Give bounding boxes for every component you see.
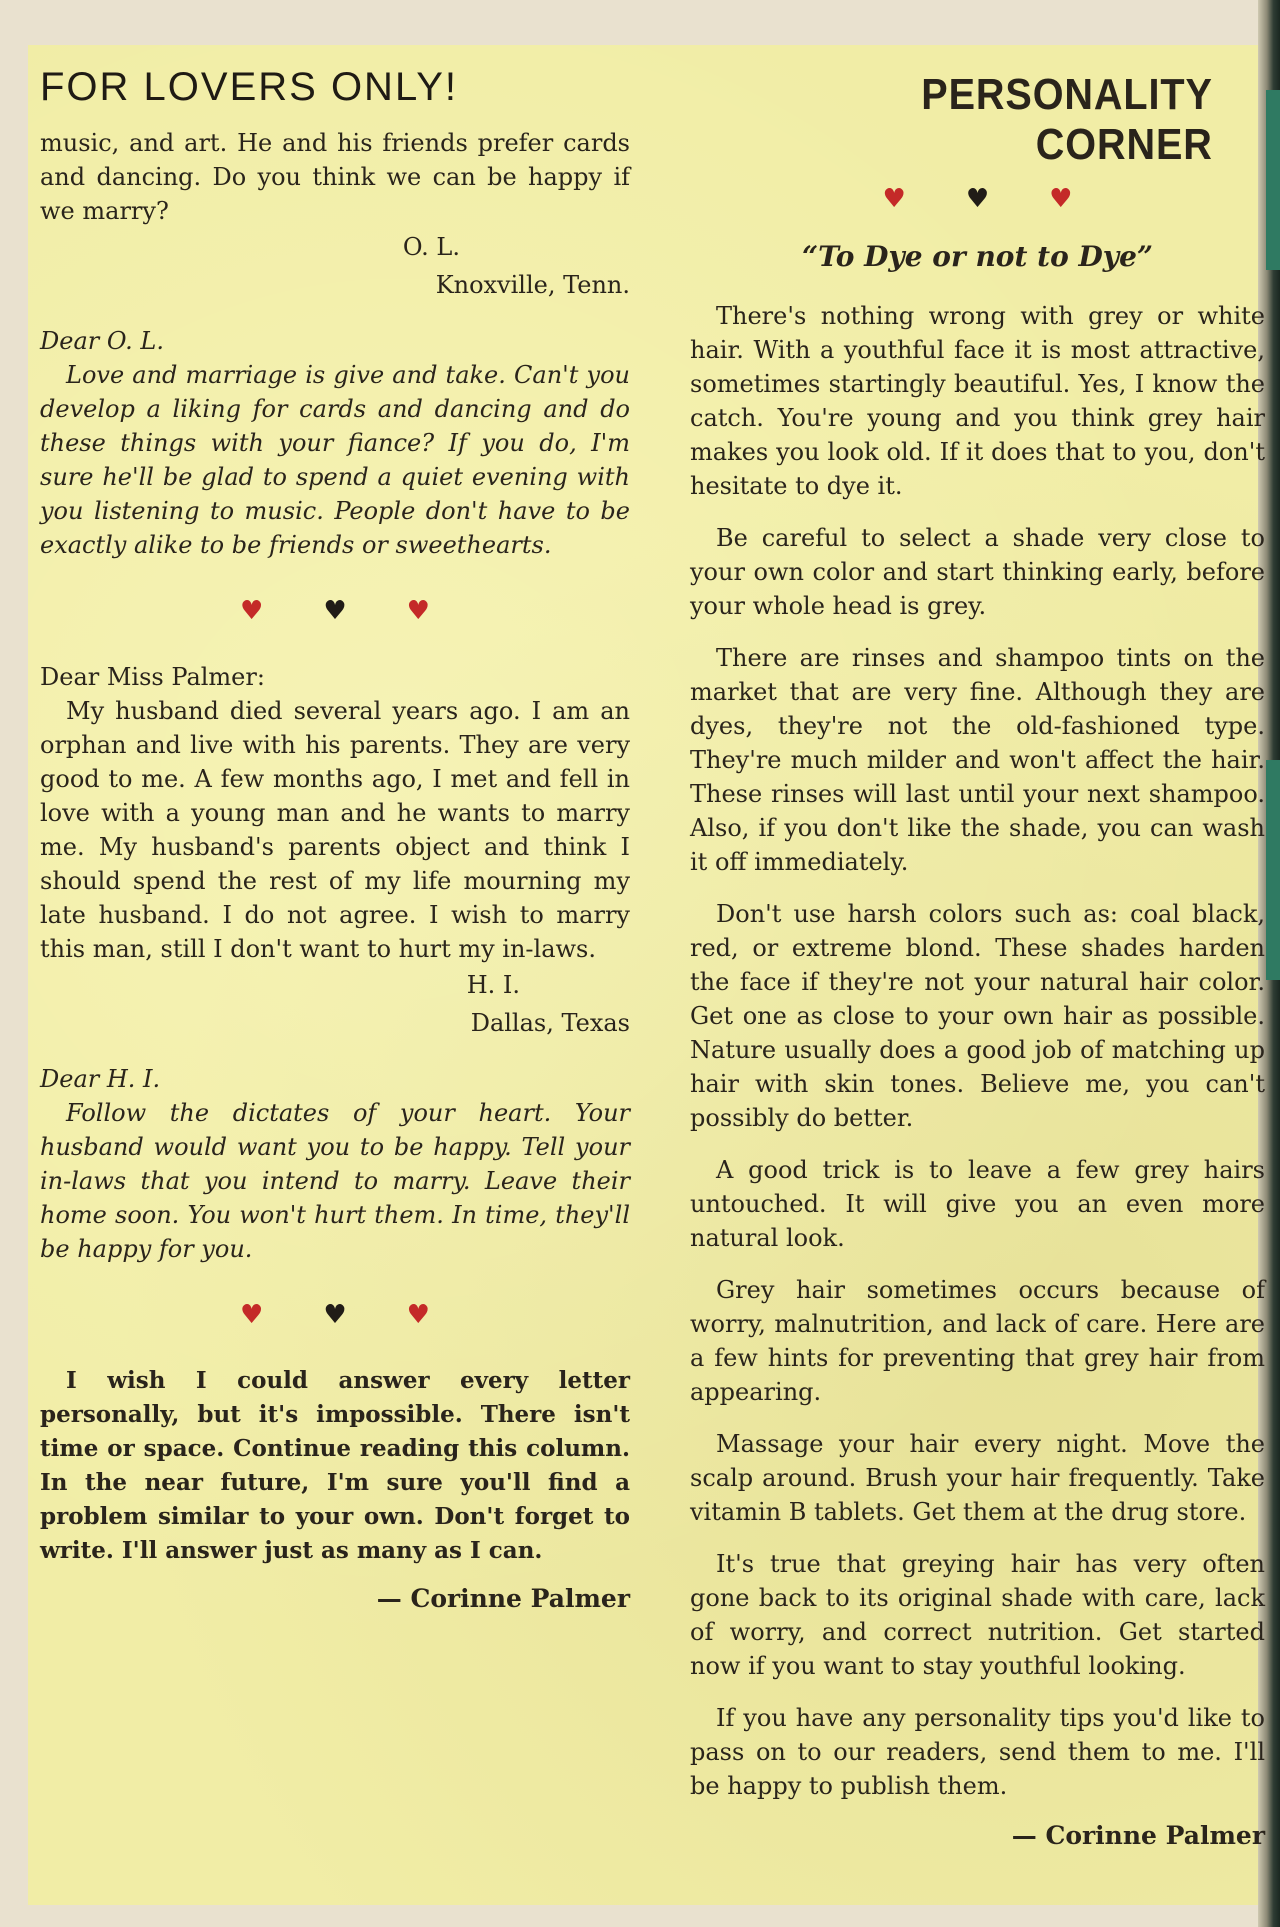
article-paragraph: A good trick is to leave a few grey hairs untouched. It will give you an even more natural look. <box>690 1156 1265 1252</box>
heart-icon: ♥ <box>406 1300 430 1330</box>
article-title: “To Dye or not to Dye” <box>802 240 1153 273</box>
article-paragraph: Be careful to select a shade very close to your own color and start thinking early, before your whole head is grey. <box>690 524 1265 620</box>
heart-icon: ♥ <box>882 184 906 214</box>
letter-initials: O. L. <box>402 233 460 261</box>
heart-icon: ♥ <box>1049 184 1073 214</box>
column-heading-right: PERSONALITY CORNER <box>921 70 1213 169</box>
heart-icon: ♥ <box>240 596 264 626</box>
signature: — Corinne Palmer <box>1011 1821 1265 1850</box>
letter-salutation: Dear Miss Palmer: <box>40 663 265 691</box>
closing-text: I wish I could answer every letter personally, but it's impossible. There isn't time or space. Continue reading this column. In the near future, I'm sure you'll find a problem similar to your own. Don't forget to write. I'll answer just as many as I can. <box>40 1367 630 1564</box>
article-paragraph: It's true that greying hair has very often gone back to its original shade with care, lack of worry, and correct nutrition. Get started now if you want to stay youthful looking. <box>690 1550 1265 1680</box>
letter-place: Dallas, Texas <box>470 1009 630 1037</box>
heart-divider <box>40 1300 630 1330</box>
heart-divider <box>40 596 630 626</box>
article-paragraph: If you have any personality tips you'd like to pass on to our readers, send them to me. I'll be happy to publish them. <box>690 1704 1265 1800</box>
reply-text: Follow the dictates of your heart. Your husband would want you to be happy. Tell your in-laws that you intend to marry. Leave their home soon. You won't hurt them. In time, they'll be happy for you. <box>40 1099 630 1263</box>
letter-place: Knoxville, Tenn. <box>435 271 630 299</box>
heart-icon: ♥ <box>406 596 430 626</box>
letter-initials: H. I. <box>466 971 520 999</box>
article-paragraph: There's nothing wrong with grey or white hair. With a youthful face it is most attractive, sometimes startingly beautiful. Yes, I know the catch. You're young and you think grey hair makes you look old. If it does that to you, don't hesitate to dye it. <box>690 302 1265 500</box>
edge-stripe <box>1266 90 1280 270</box>
letter-text: My husband died several years ago. I am an orphan and live with his parents. They are very good to me. A few months ago, I met and fell in love with a young man and he wants to marry me. My husband's parents object and think I should spend the rest of my life mourning my late husband. I do not agree. I wish to marry this man, still I don't want to hurt my in-laws. <box>40 697 630 963</box>
article-paragraph: Grey hair sometimes occurs because of worry, malnutrition, and lack of care. Here are a few hints for preventing that grey hair from appearing. <box>690 1276 1265 1406</box>
article-paragraph: There are rinses and shampoo tints on the market that are very fine. Although they are dyes, they're not the old-fashioned type. They're much milder and won't affect the hair. These rinses will last until your next shampoo. Also, if you don't like the shade, you can wash it off immediately. <box>690 644 1265 876</box>
reply-text: Love and marriage is give and take. Can't you develop a liking for cards and dancing and do these things with your fiance? If you do, I'm sure he'll be glad to spend a quiet evening with you listening to music. People don't have to be exactly alike to be friends or sweethearts. <box>40 361 630 559</box>
heart-icon: ♥ <box>323 596 347 626</box>
letter-text: music, and art. He and his friends prefer cards and dancing. Do you think we can be happy if we marry? <box>40 129 630 225</box>
heart-divider <box>690 184 1265 214</box>
reply-salutation: Dear H. I. <box>40 1065 161 1093</box>
heart-icon: ♥ <box>965 184 990 214</box>
signature: — Corinne Palmer <box>376 1584 630 1613</box>
heart-icon: ♥ <box>240 1300 264 1330</box>
column-heading-left: FOR LOVERS ONLY! <box>40 65 459 109</box>
article-paragraph: Don't use harsh colors such as: coal black, red, or extreme blond. These shades harden the face if they're not your natural hair color. Get one as close to your own hair as possible. Nature usually does a good job of matching up hair with skin tones. Believe me, you can't possibly do better. <box>690 900 1265 1132</box>
heart-icon: ♥ <box>323 1300 347 1330</box>
reply-salutation: Dear O. L. <box>40 327 164 355</box>
article-paragraph: Massage your hair every night. Move the scalp around. Brush your hair frequently. Take vitamin B tablets. Get them at the drug store. <box>690 1430 1265 1526</box>
right-column <box>690 70 1265 1850</box>
edge-stripe <box>1266 760 1280 980</box>
left-column <box>40 65 630 1613</box>
